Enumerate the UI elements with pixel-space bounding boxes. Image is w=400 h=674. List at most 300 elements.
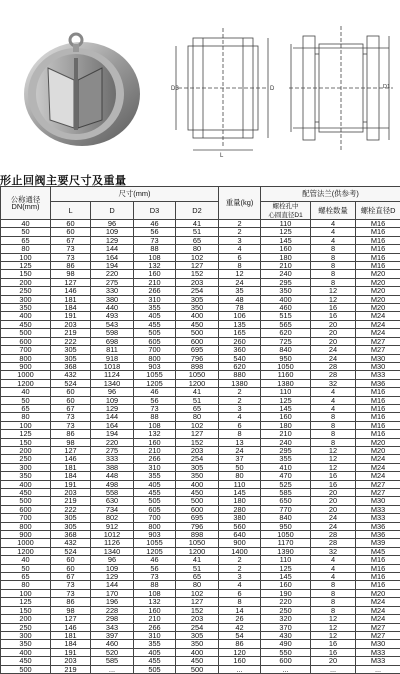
table-cell: 13	[219, 438, 261, 446]
table-cell: M24	[356, 329, 400, 337]
table-cell: 109	[91, 564, 134, 572]
table-row	[1, 438, 400, 446]
table-cell: 125	[1, 262, 51, 270]
table-cell: 266	[134, 623, 176, 631]
table-cell: 460	[91, 640, 134, 648]
table-cell: 305	[176, 631, 219, 639]
table-cell: 630	[91, 497, 134, 505]
table-cell: 146	[51, 455, 91, 463]
table-cell: 110	[261, 388, 311, 396]
table-cell: 164	[91, 253, 134, 261]
table-cell: 222	[51, 505, 91, 513]
table-cell: 210	[261, 262, 311, 270]
table-row	[1, 598, 400, 606]
table-cell: 132	[134, 430, 176, 438]
table-cell: 400	[176, 312, 219, 320]
table-row	[1, 262, 400, 270]
table-cell: 28	[311, 362, 356, 370]
table-cell: 333	[91, 455, 134, 463]
table-cell: 120	[219, 648, 261, 656]
table-cell: 20	[311, 329, 356, 337]
table-row	[1, 270, 400, 278]
table-cell: 228	[91, 606, 134, 614]
table-cell: 28	[311, 371, 356, 379]
table-cell: 190	[261, 589, 311, 597]
table-cell: 448	[91, 472, 134, 480]
table-cell: 8	[311, 589, 356, 597]
table-cell: 770	[261, 505, 311, 513]
table-cell: 350	[176, 304, 219, 312]
table-row	[1, 295, 400, 303]
table-cell: 355	[261, 455, 311, 463]
table-row	[1, 346, 400, 354]
table-cell: 1000	[1, 371, 51, 379]
table-cell: 20	[311, 489, 356, 497]
table-cell: M20	[356, 287, 400, 295]
table-cell: 796	[176, 354, 219, 362]
table-cell: 355	[134, 640, 176, 648]
table-cell: 160	[261, 581, 311, 589]
table-cell: M16	[356, 236, 400, 244]
table-cell: 310	[134, 295, 176, 303]
table-cell: 368	[51, 362, 91, 370]
table-cell: M30	[356, 354, 400, 362]
table-cell: M30	[356, 497, 400, 505]
table-cell: 14	[219, 606, 261, 614]
table-cell: 20	[311, 320, 356, 328]
table-cell: 20	[311, 505, 356, 513]
table-cell: 12	[311, 463, 356, 471]
table-cell: 8	[219, 598, 261, 606]
table-cell: 305	[51, 522, 91, 530]
table-cell: 432	[51, 539, 91, 547]
table-cell: 191	[51, 312, 91, 320]
table-cell: 350	[176, 640, 219, 648]
table-cell: 145	[219, 489, 261, 497]
table-cell: 250	[1, 455, 51, 463]
table-cell: 565	[261, 320, 311, 328]
table-cell: 60	[51, 556, 91, 564]
table-cell: ...	[91, 665, 134, 673]
table-cell: 110	[219, 480, 261, 488]
table-cell: 56	[134, 396, 176, 404]
table-cell: M16	[356, 228, 400, 236]
table-cell: 88	[134, 581, 176, 589]
table-cell: 203	[176, 446, 219, 454]
table-cell: 380	[219, 514, 261, 522]
table-cell: 8	[219, 262, 261, 270]
table-cell: 127	[176, 430, 219, 438]
table-cell: 220	[91, 438, 134, 446]
table-cell: 145	[261, 573, 311, 581]
table-row	[1, 573, 400, 581]
table-cell: 46	[134, 556, 176, 564]
table-cell: 160	[134, 270, 176, 278]
table-cell: 280	[219, 505, 261, 513]
table-row	[1, 312, 400, 320]
table-cell: 355	[134, 304, 176, 312]
table-cell: 700	[1, 514, 51, 522]
table-cell: 150	[1, 438, 51, 446]
table-cell: 8	[311, 270, 356, 278]
table-cell: 210	[134, 278, 176, 286]
table-cell: 430	[261, 631, 311, 639]
table-cell: M24	[356, 472, 400, 480]
table-cell: 146	[51, 623, 91, 631]
table-cell: M33	[356, 505, 400, 513]
table-cell: 152	[176, 270, 219, 278]
table-cell: M24	[356, 312, 400, 320]
table-cell: 108	[134, 589, 176, 597]
side-view-drawing	[168, 18, 278, 158]
table-cell: 16	[311, 640, 356, 648]
table-cell: M16	[356, 581, 400, 589]
table-cell: 125	[261, 228, 311, 236]
table-cell: 160	[261, 245, 311, 253]
table-cell: 524	[51, 547, 91, 555]
table-cell: 129	[91, 573, 134, 581]
table-row	[1, 497, 400, 505]
table-cell: 1124	[91, 371, 134, 379]
table-cell: 350	[1, 304, 51, 312]
table-cell: ...	[311, 665, 356, 673]
table-cell: M20	[356, 589, 400, 597]
table-cell: 260	[219, 337, 261, 345]
table-cell: 194	[91, 430, 134, 438]
table-cell: 8	[311, 581, 356, 589]
table-cell: 2	[219, 228, 261, 236]
table-cell: 108	[134, 421, 176, 429]
table-cell: 8	[311, 253, 356, 261]
table-cell: 500	[1, 497, 51, 505]
table-cell: M33	[356, 514, 400, 522]
table-cell: 12	[219, 270, 261, 278]
table-cell: M27	[356, 480, 400, 488]
table-cell: M16	[356, 556, 400, 564]
table-cell: 48	[219, 295, 261, 303]
table-cell: M24	[356, 463, 400, 471]
table-cell: 1050	[261, 531, 311, 539]
table-cell: 164	[91, 421, 134, 429]
table-cell: 4	[311, 556, 356, 564]
table-cell: 127	[51, 278, 91, 286]
table-cell: 560	[219, 522, 261, 530]
table-cell: 1018	[91, 362, 134, 370]
table-cell: 73	[51, 421, 91, 429]
table-cell: 432	[51, 371, 91, 379]
table-cell: 900	[1, 362, 51, 370]
table-cell: 180	[261, 253, 311, 261]
table-cell: 620	[219, 362, 261, 370]
table-cell: 73	[134, 236, 176, 244]
table-cell: 73	[51, 581, 91, 589]
table-row	[1, 472, 400, 480]
table-cell: 470	[261, 472, 311, 480]
table-cell: 73	[51, 413, 91, 421]
table-cell: 32	[311, 379, 356, 387]
table-cell: 370	[261, 623, 311, 631]
table-cell: 558	[91, 489, 134, 497]
table-cell: 102	[176, 421, 219, 429]
table-row	[1, 379, 400, 387]
table-cell: M20	[356, 278, 400, 286]
table-cell: 109	[91, 396, 134, 404]
table-cell: 129	[91, 404, 134, 412]
table-cell: 240	[261, 438, 311, 446]
table-cell: 695	[176, 514, 219, 522]
table-cell: 127	[176, 598, 219, 606]
table-cell: M20	[356, 438, 400, 446]
table-row	[1, 547, 400, 555]
table-cell: 620	[261, 329, 311, 337]
table-cell: 450	[176, 320, 219, 328]
table-row	[1, 505, 400, 513]
table-cell: 219	[51, 329, 91, 337]
header-weight: 重量(kg)	[219, 187, 261, 220]
table-cell: M20	[356, 446, 400, 454]
table-cell: M16	[356, 413, 400, 421]
table-cell: 144	[91, 413, 134, 421]
table-cell: 86	[51, 430, 91, 438]
table-cell: 160	[134, 438, 176, 446]
table-cell: 40	[1, 388, 51, 396]
table-cell: 222	[51, 337, 91, 345]
table-cell: 800	[134, 522, 176, 530]
table-cell: 397	[91, 631, 134, 639]
table-cell: 65	[1, 236, 51, 244]
table-cell: 24	[311, 522, 356, 530]
table-cell: 903	[134, 531, 176, 539]
table-cell: 46	[134, 388, 176, 396]
table-cell: 800	[1, 522, 51, 530]
table-cell: M36	[356, 379, 400, 387]
table-cell: 1000	[1, 539, 51, 547]
table-cell: 350	[261, 287, 311, 295]
table-cell: 1380	[219, 379, 261, 387]
table-cell: 32	[311, 547, 356, 555]
table-cell: 4	[311, 388, 356, 396]
table-cell: M24	[356, 606, 400, 614]
table-cell: 4	[311, 564, 356, 572]
table-cell: 80	[1, 413, 51, 421]
header-d3: D3	[134, 202, 176, 220]
table-cell: 40	[1, 220, 51, 228]
table-cell: 127	[51, 446, 91, 454]
table-cell: 132	[134, 262, 176, 270]
table-cell: 24	[311, 514, 356, 522]
table-cell: 160	[219, 657, 261, 665]
svg-text:L: L	[220, 153, 224, 158]
table-cell: 60	[51, 396, 91, 404]
table-cell: M24	[356, 598, 400, 606]
header-l: L	[51, 202, 91, 220]
table-cell: 840	[261, 346, 311, 354]
table-cell: 8	[311, 262, 356, 270]
header-flange-group: 配管法兰(供参考)	[261, 187, 400, 202]
table-row	[1, 337, 400, 345]
table-cell: 73	[51, 245, 91, 253]
table-cell: 16	[311, 312, 356, 320]
table-cell: 220	[261, 598, 311, 606]
table-cell: 54	[219, 631, 261, 639]
table-cell: 12	[311, 446, 356, 454]
table-cell: 41	[176, 388, 219, 396]
table-cell: 1055	[134, 371, 176, 379]
table-cell: M16	[356, 396, 400, 404]
table-cell: 698	[91, 337, 134, 345]
table-row	[1, 287, 400, 295]
svg-text:D1: D1	[383, 84, 390, 90]
table-cell: 350	[1, 472, 51, 480]
valve-photo	[10, 28, 145, 153]
table-cell: 725	[261, 337, 311, 345]
table-cell: 600	[176, 337, 219, 345]
table-row	[1, 278, 400, 286]
table-cell: 203	[51, 657, 91, 665]
table-cell: 203	[176, 278, 219, 286]
table-cell: 405	[134, 312, 176, 320]
table-cell: 600	[1, 505, 51, 513]
table-cell: 180	[219, 497, 261, 505]
table-cell: 4	[311, 220, 356, 228]
table-cell: 127	[176, 262, 219, 270]
table-cell: 88	[134, 413, 176, 421]
table-cell: M20	[356, 304, 400, 312]
header-d: D	[91, 202, 134, 220]
table-row	[1, 220, 400, 228]
table-cell: 1050	[176, 371, 219, 379]
table-cell: 400	[1, 480, 51, 488]
table-row	[1, 606, 400, 614]
table-cell: 500	[176, 665, 219, 673]
table-cell: 900	[219, 539, 261, 547]
table-cell: 26	[219, 615, 261, 623]
table-row	[1, 320, 400, 328]
table-cell: 1126	[91, 539, 134, 547]
table-cell: 8	[311, 421, 356, 429]
table-cell: 400	[1, 312, 51, 320]
table-cell: 16	[311, 480, 356, 488]
table-cell: 8	[311, 278, 356, 286]
table-cell: 1400	[219, 547, 261, 555]
table-cell: 240	[261, 270, 311, 278]
table-cell: M45	[356, 547, 400, 555]
table-cell: 60	[51, 220, 91, 228]
table-cell: 4	[219, 245, 261, 253]
table-cell: 106	[219, 312, 261, 320]
table-cell: 2	[219, 220, 261, 228]
table-cell: 46	[134, 220, 176, 228]
table-cell: 455	[134, 657, 176, 665]
table-cell: 1012	[91, 531, 134, 539]
table-cell: 796	[176, 522, 219, 530]
table-cell: 50	[219, 463, 261, 471]
table-cell: 898	[176, 362, 219, 370]
table-cell: 500	[176, 329, 219, 337]
table-cell: 455	[134, 489, 176, 497]
table-cell: 368	[51, 531, 91, 539]
table-row	[1, 463, 400, 471]
table-cell: 2	[219, 396, 261, 404]
table-cell: 196	[91, 598, 134, 606]
table-cell: 8	[311, 430, 356, 438]
table-cell: 275	[91, 278, 134, 286]
table-cell: 898	[176, 531, 219, 539]
table-cell: 125	[1, 598, 51, 606]
table-cell: 950	[261, 522, 311, 530]
table-cell: 498	[91, 480, 134, 488]
table-cell: 912	[91, 522, 134, 530]
table-cell: 4	[311, 228, 356, 236]
table-cell: 6	[219, 253, 261, 261]
table-cell: 100	[1, 589, 51, 597]
table-cell: 650	[261, 497, 311, 505]
table-cell: 405	[134, 480, 176, 488]
table-cell: 210	[134, 615, 176, 623]
dimensions-table	[0, 186, 400, 674]
table-cell: M16	[356, 262, 400, 270]
table-cell: 194	[91, 262, 134, 270]
table-cell: M27	[356, 631, 400, 639]
table-cell: 811	[91, 346, 134, 354]
table-cell: 360	[219, 346, 261, 354]
table-cell: 125	[1, 430, 51, 438]
table-cell: 4	[311, 396, 356, 404]
table-row	[1, 489, 400, 497]
table-cell: 350	[1, 640, 51, 648]
table-cell: 3	[219, 236, 261, 244]
table-cell: 191	[51, 648, 91, 656]
table-cell: 1200	[1, 379, 51, 387]
table-cell: M24	[356, 615, 400, 623]
table-cell: 219	[51, 497, 91, 505]
table-cell: 400	[1, 648, 51, 656]
table-cell: 1205	[134, 379, 176, 387]
table-cell: 20	[311, 657, 356, 665]
table-cell: 80	[1, 245, 51, 253]
table-cell: 450	[176, 489, 219, 497]
header-bolt-circle: 螺栓孔中 心圆直径D1	[261, 202, 311, 220]
table-cell: 200	[1, 615, 51, 623]
table-cell: 734	[91, 505, 134, 513]
table-cell: 550	[261, 648, 311, 656]
table-cell: M16	[356, 404, 400, 412]
table-cell: 903	[134, 362, 176, 370]
table-cell: 266	[134, 287, 176, 295]
table-cell: M36	[356, 522, 400, 530]
table-row	[1, 564, 400, 572]
table-row	[1, 631, 400, 639]
table-cell: 300	[1, 295, 51, 303]
table-row	[1, 404, 400, 412]
table-cell: 310	[134, 463, 176, 471]
table-cell: 840	[261, 514, 311, 522]
table-cell: 86	[219, 640, 261, 648]
table-cell: M39	[356, 539, 400, 547]
table-cell: 455	[134, 320, 176, 328]
table-cell: 305	[176, 463, 219, 471]
table-row	[1, 371, 400, 379]
table-row	[1, 236, 400, 244]
table-cell: 266	[134, 455, 176, 463]
table-cell: M24	[356, 320, 400, 328]
table-cell: 152	[176, 606, 219, 614]
table-cell: 380	[91, 295, 134, 303]
table-cell: 8	[311, 598, 356, 606]
table-cell: 65	[1, 573, 51, 581]
table-cell: 388	[91, 463, 134, 471]
table-cell: M20	[356, 295, 400, 303]
